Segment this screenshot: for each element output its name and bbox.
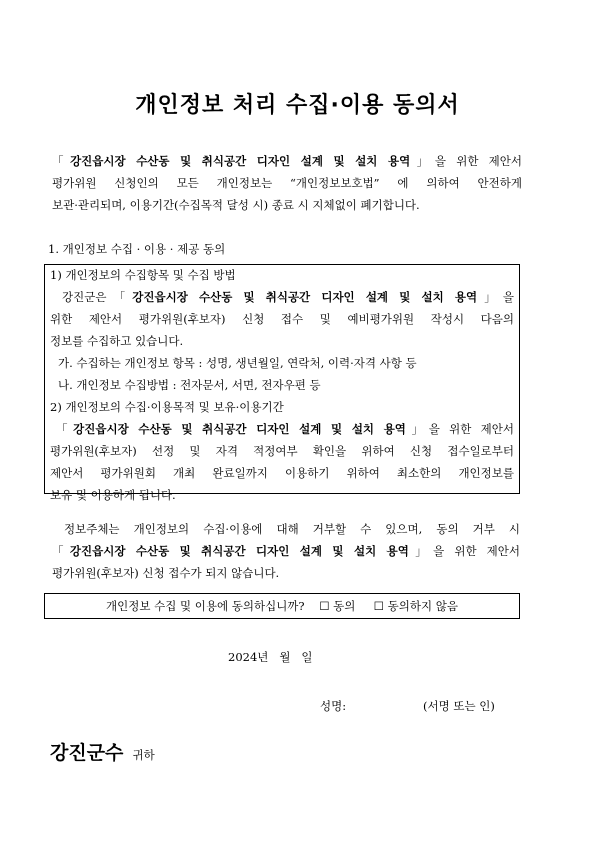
recipient-suffix: 귀하 [132,748,155,762]
signature-label: 성명: [320,699,347,713]
project-name: 강진읍시장 수산동 및 취식공간 디자인 설계 및 설치 용역 [70,154,411,168]
project-name: 강진읍시장 수산동 및 취식공간 디자인 설계 및 설치 용역 [73,422,406,436]
recipient [50,738,155,765]
refusal-line-2: 「강진읍시장 수산동 및 취식공간 디자인 설계 및 설치 용역」을 위한 제안서 [52,544,520,558]
project-name: 강진읍시장 수산동 및 취식공간 디자인 설계 및 설치 용역 [132,290,478,304]
item2-line-2: 평가위원(후보자) 선정 및 자격 적정여부 확인을 위하여 신청 접수일로부터 [50,444,514,458]
collection-details-text [50,264,514,506]
refusal-line-3: 평가위원(후보자) 신청 접수가 되지 않습니다. [52,566,280,580]
item2-title: 2) 개인정보의 수집·이용목적 및 보유·이용기간 [50,400,284,414]
item2-line-3: 제안서 평가위원회 개최 완료일까지 이용하기 위하여 최소한의 개인정보를 [50,466,514,480]
intro-line-2: 평가위원 신청인의 모든 개인정보는 “개인정보보호법” 에 의하여 안전하게 [52,176,522,190]
item1-na: 나. 개인정보 수집방법 : 전자문서, 서면, 전자우편 등 [58,378,321,392]
section-heading: 1. 개인정보 수집 · 이용 · 제공 동의 [48,242,226,256]
consent-question: 개인정보 수집 및 이용에 동의하십니까? [106,599,305,613]
item2-line-1: 「강진읍시장 수산동 및 취식공간 디자인 설계 및 설치 용역」을 위한 제안서 [56,422,514,436]
date-line: 2024년 월 일 [228,650,313,664]
recipient-name: 강진군수 [50,742,124,764]
intro-paragraph [52,150,522,216]
item1-ga: 가. 수집하는 개인정보 항목 : 성명, 생년월일, 연락처, 이력·자격 사항 등 [58,356,417,370]
signature-note: (서명 또는 인) [423,699,495,713]
refusal-paragraph [52,518,520,584]
consent-box [44,593,520,619]
project-name: 강진읍시장 수산동 및 취식공간 디자인 설계 및 설치 용역 [69,544,409,558]
item1-line-3: 정보를 수집하고 있습니다. [50,334,184,348]
disagree-checkbox[interactable]: ☐ [373,599,384,613]
agree-label: 동의 [333,599,356,613]
item1-title: 1) 개인정보의 수집항목 및 수집 방법 [50,268,236,282]
agree-checkbox[interactable]: ☐ [319,599,330,613]
disagree-label: 동의하지 않음 [387,599,458,613]
refusal-line-1: 정보주체는 개인정보의 수집·이용에 대해 거부할 수 있으며, 동의 거부 시 [64,522,520,536]
item1-line-2: 위한 제안서 평가위원(후보자) 신청 접수 및 예비평가위원 작성시 다음의 [50,312,514,326]
page-title: 개인정보 처리 수집·이용 동의서 [135,93,460,118]
item2-line-4: 보유 및 이용하게 됩니다. [50,488,176,502]
intro-line-1: 「강진읍시장 수산동 및 취식공간 디자인 설계 및 설치 용역」을 위한 제안서 [52,154,522,168]
intro-line-3: 보관·관리되며, 이용기간(수집목적 달성 시) 종료 시 지체없이 폐기합니다. [52,198,420,212]
item1-line-1: 강진군은「강진읍시장 수산동 및 취식공간 디자인 설계 및 설치 용역」을 [62,290,515,304]
